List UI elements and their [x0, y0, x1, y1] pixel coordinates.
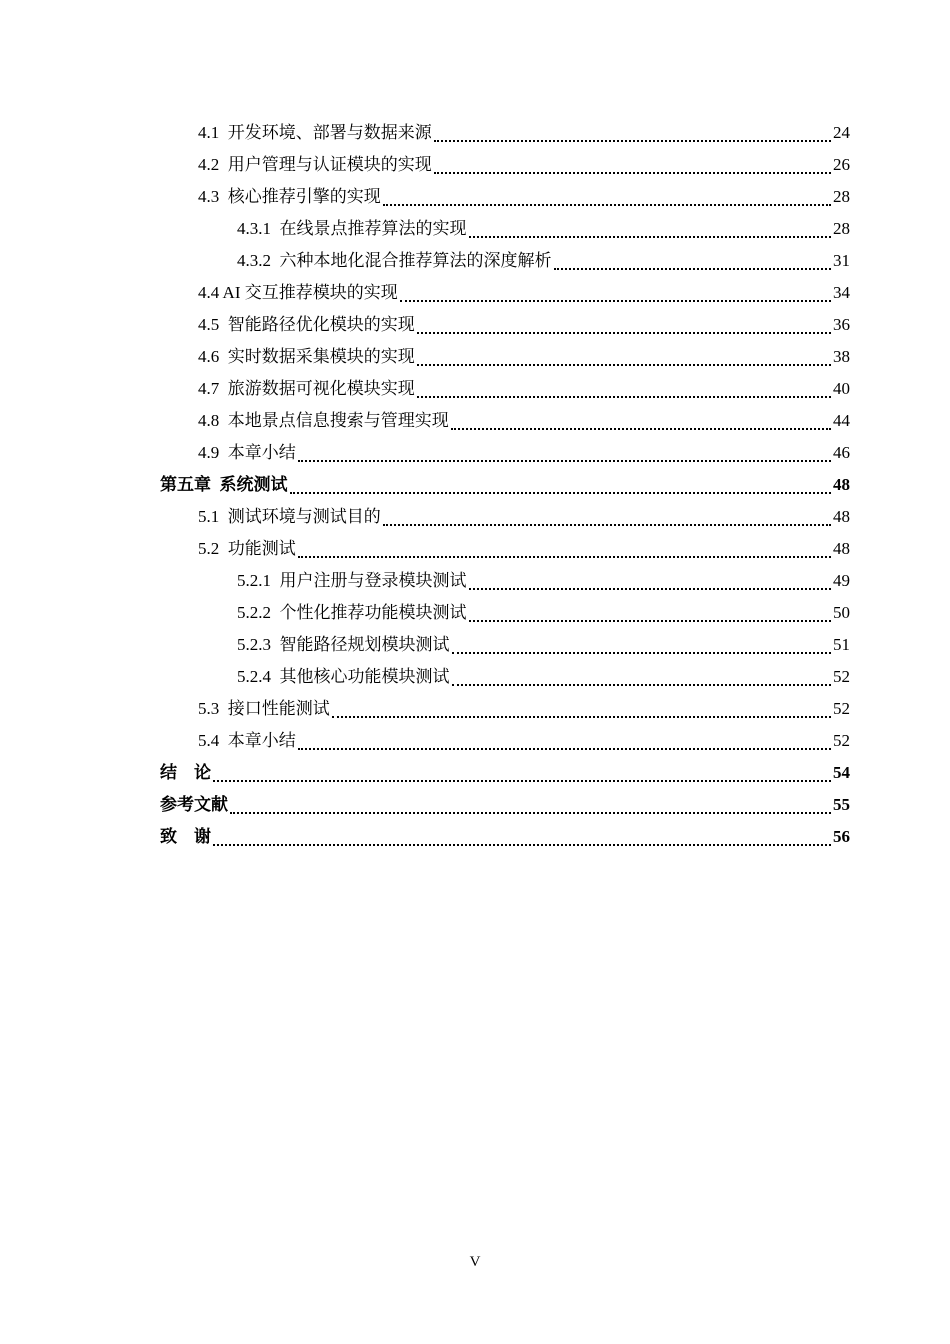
toc-entry-page: 48: [833, 507, 850, 526]
toc-dot-leader: [230, 811, 831, 814]
toc-entry-page: 24: [833, 123, 850, 142]
toc-entry-title: 5.1 测试环境与测试目的: [198, 507, 381, 526]
toc-entry[interactable]: [0, 629, 850, 661]
toc-entry[interactable]: [0, 245, 850, 277]
toc-entry[interactable]: [0, 757, 850, 789]
toc-entry[interactable]: [0, 309, 850, 341]
toc-entry-page: 31: [833, 251, 850, 270]
toc-entry-page: 51: [833, 635, 850, 654]
toc-entry[interactable]: [0, 565, 850, 597]
toc-entry[interactable]: [0, 693, 850, 725]
toc-entry-page: 44: [833, 411, 850, 430]
toc-entry-title: 4.9 本章小结: [198, 443, 296, 462]
toc-entry[interactable]: [0, 117, 850, 149]
toc-entry-title: 5.2 功能测试: [198, 539, 296, 558]
toc-entry-title: 5.4 本章小结: [198, 731, 296, 750]
toc-entry-title: 4.6 实时数据采集模块的实现: [198, 347, 415, 366]
toc-dot-leader: [452, 683, 832, 686]
toc-entry-page: 52: [833, 667, 850, 686]
toc-entry-title: 4.3.1 在线景点推荐算法的实现: [237, 219, 467, 238]
toc-entry-title: 4.1 开发环境、部署与数据来源: [198, 123, 432, 142]
toc-entry-page: 52: [833, 699, 850, 718]
toc-entry-title: 结 论: [160, 763, 211, 782]
toc-entry-title: 致 谢: [160, 827, 211, 846]
toc-dot-leader: [400, 299, 831, 302]
toc-entry[interactable]: [0, 725, 850, 757]
toc-entry-page: 28: [833, 187, 850, 206]
toc-entry-page: 56: [833, 827, 850, 846]
toc-entry-title: 4.5 智能路径优化模块的实现: [198, 315, 415, 334]
toc-entry-title: 4.2 用户管理与认证模块的实现: [198, 155, 432, 174]
toc-dot-leader: [332, 715, 831, 718]
toc-entry[interactable]: [0, 373, 850, 405]
toc-entry-page: 36: [833, 315, 850, 334]
toc-dot-leader: [298, 747, 831, 750]
toc-entry-title: 4.7 旅游数据可视化模块实现: [198, 379, 415, 398]
toc-dot-leader: [298, 555, 831, 558]
toc-dot-leader: [298, 459, 831, 462]
page-number: V: [469, 1254, 481, 1270]
toc-dot-leader: [417, 363, 831, 366]
toc-entry[interactable]: [0, 501, 850, 533]
table-of-contents: [0, 117, 950, 853]
toc-dot-leader: [469, 235, 832, 238]
toc-entry-page: 28: [833, 219, 850, 238]
toc-entry-title: 4.4 AI 交互推荐模块的实现: [198, 283, 398, 302]
toc-dot-leader: [434, 171, 831, 174]
toc-entry[interactable]: [0, 789, 850, 821]
toc-entry-title: 5.2.3 智能路径规划模块测试: [237, 635, 450, 654]
toc-dot-leader: [469, 587, 832, 590]
toc-dot-leader: [213, 843, 831, 846]
toc-entry-title: 4.8 本地景点信息搜索与管理实现: [198, 411, 449, 430]
toc-dot-leader: [452, 651, 832, 654]
toc-entry-page: 46: [833, 443, 850, 462]
toc-dot-leader: [383, 203, 831, 206]
toc-entry[interactable]: [0, 213, 850, 245]
toc-entry-page: 40: [833, 379, 850, 398]
toc-dot-leader: [434, 139, 831, 142]
toc-entry[interactable]: [0, 469, 850, 501]
toc-entry-page: 55: [833, 795, 850, 814]
toc-entry-page: 34: [833, 283, 850, 302]
toc-entry-title: 5.2.4 其他核心功能模块测试: [237, 667, 450, 686]
toc-entry[interactable]: [0, 341, 850, 373]
toc-entry[interactable]: [0, 405, 850, 437]
toc-entry-title: 5.2.2 个性化推荐功能模块测试: [237, 603, 467, 622]
toc-entry-title: 4.3.2 六种本地化混合推荐算法的深度解析: [237, 251, 552, 270]
toc-entry-title: 5.2.1 用户注册与登录模块测试: [237, 571, 467, 590]
toc-entry-title: 4.3 核心推荐引擎的实现: [198, 187, 381, 206]
toc-entry-title: 参考文献: [160, 795, 228, 814]
toc-dot-leader: [290, 491, 832, 494]
toc-entry-page: 48: [833, 539, 850, 558]
toc-entry-page: 50: [833, 603, 850, 622]
toc-entry[interactable]: [0, 597, 850, 629]
toc-entry-page: 54: [833, 763, 850, 782]
toc-dot-leader: [213, 779, 831, 782]
toc-entry-page: 38: [833, 347, 850, 366]
toc-dot-leader: [451, 427, 831, 430]
toc-entry[interactable]: [0, 437, 850, 469]
toc-dot-leader: [417, 331, 831, 334]
toc-entry-page: 49: [833, 571, 850, 590]
toc-dot-leader: [554, 267, 832, 270]
toc-entry[interactable]: [0, 821, 850, 853]
toc-entry-title: 5.3 接口性能测试: [198, 699, 330, 718]
toc-entry-page: 26: [833, 155, 850, 174]
toc-dot-leader: [469, 619, 832, 622]
toc-entry[interactable]: [0, 277, 850, 309]
toc-entry[interactable]: [0, 181, 850, 213]
toc-entry[interactable]: [0, 533, 850, 565]
toc-entry-page: 52: [833, 731, 850, 750]
toc-entry-title: 第五章 系统测试: [160, 475, 288, 494]
toc-entry-page: 48: [833, 475, 850, 494]
toc-dot-leader: [417, 395, 831, 398]
toc-entry[interactable]: [0, 149, 850, 181]
toc-entry[interactable]: [0, 661, 850, 693]
toc-dot-leader: [383, 523, 831, 526]
